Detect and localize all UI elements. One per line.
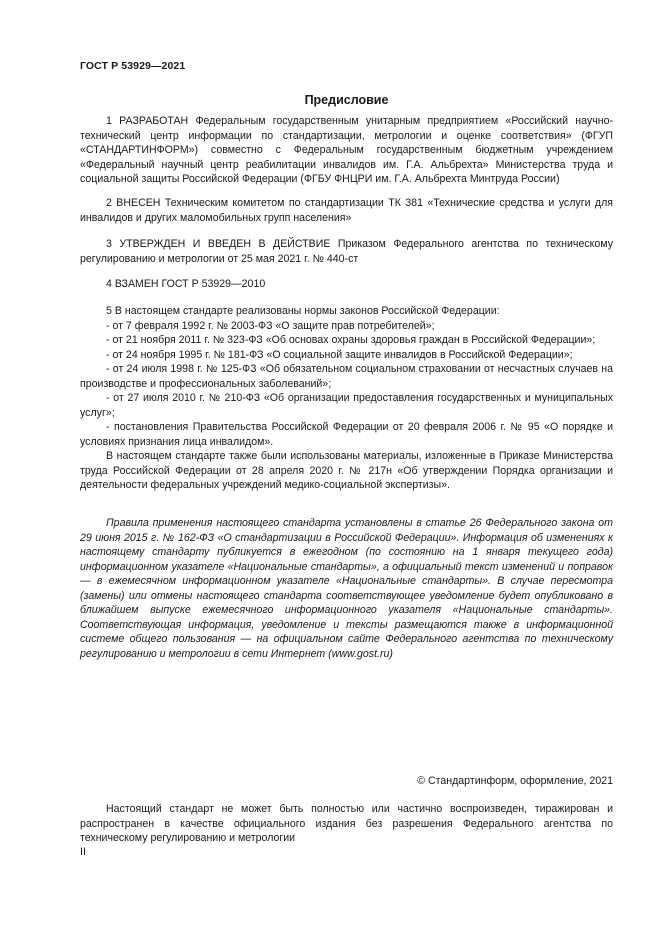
- laws-intro-text: 5 В настоящем стандарте реализованы нормы законов Российской Федерации:: [106, 305, 500, 317]
- standard-application-notice: [80, 516, 613, 661]
- law-item-text: - от 27 июля 2010 г. № 210-ФЗ «Об организации предоставления государственных и муниципальных услуг»;: [80, 392, 613, 419]
- paragraph-approved: [80, 237, 613, 266]
- law-item: [80, 348, 613, 363]
- law-item: [80, 391, 613, 420]
- laws-intro: [80, 304, 613, 319]
- law-item-text: - от 24 ноября 1995 г. № 181-ФЗ «О социальной защите инвалидов в Российской Федерации»;: [106, 348, 573, 361]
- reprint-notice-text: Настоящий стандарт не может быть полностью или частично воспроизведен, тиражирован и распространен в качестве официального издания без разрешения Федерального агентства по техническому регулированию и метрологии: [80, 803, 613, 844]
- paragraph-replaces: [80, 277, 613, 292]
- paragraph-developed-text: 1 РАЗРАБОТАН Федеральным государственным унитарным предприятием «Российский научно-технический центр информации по стандартизации, метрологии и оценке соответствия» (ФГУП «СТАНДАРТИНФОРМ») совместно с Федеральным государственным бюджетным учреждением «Федеральный научный центр реабилитации инвалидов им. Г.А. Альбрехта» Министерства труда и социальной защиты Российской Федерации (ФГБУ ФНЦРИ им. Г.А. Альбрехта Минтруда России): [80, 115, 613, 185]
- paragraph-introduced-text: 2 ВНЕСЕН Техническим комитетом по стандартизации ТК 381 «Технические средства и услуги для инвалидов и других маломобильных групп населения»: [80, 197, 613, 224]
- paragraph-introduced: [80, 196, 613, 225]
- laws-closing-text: В настоящем стандарте также были использованы материалы, изложенные в Приказе Министерства труда Российской Федерации от 28 апреля 2020 г. № 217н «Об утверждении Порядка организации и деятельности федеральных учреждений медико-социальной экспертизы».: [80, 450, 613, 491]
- laws-closing: [80, 449, 613, 493]
- page-number: II: [80, 846, 86, 858]
- law-item: [80, 333, 613, 348]
- document-code: ГОСТ Р 53929—2021: [80, 60, 186, 72]
- copyright: © Стандартинформ, оформление, 2021: [417, 775, 613, 787]
- paragraph-laws: [80, 304, 613, 493]
- law-item-text: - от 24 июля 1998 г. № 125-ФЗ «Об обязательном социальном страховании от несчастных случаев на производстве и профессиональных заболеваний»;: [80, 363, 613, 390]
- law-item: [80, 362, 613, 391]
- law-item: [80, 420, 613, 449]
- notice-text: Правила применения настоящего стандарта установлены в статье 26 Федерального закона от 29 июня 2015 г. № 162-ФЗ «О стандартизации в Российской Федерации». Информация об изменениях к настоящему стандарту публикуется в ежегодном (по состоянию на 1 января текущего года) информационном указателе «Национальные стандарты», а официальный текст изменений и поправок — в ежемесячном информационном указателе «Национальные стандарты». В случае пересмотра (замены) или отмены настоящего стандарта соответствующее уведомление будет опубликовано в ближайшем выпуске ежемесячного информационного указателя «Национальные стандарты». Соответствующая информация, уведомление и тексты размещаются также в информационной системе общего пользования — на официальном сайте Федерального агентства по техническому регулированию и метрологии в сети Интернет (www.gost.ru): [80, 517, 613, 660]
- law-item: [80, 319, 613, 334]
- law-item-text: - от 7 февраля 1992 г. № 2003-ФЗ «О защите прав потребителей»;: [106, 319, 435, 332]
- reprint-notice: [80, 802, 613, 846]
- paragraph-developed: [80, 114, 613, 187]
- paragraph-replaces-text: 4 ВЗАМЕН ГОСТ Р 53929—2010: [106, 278, 266, 290]
- paragraph-approved-text: 3 УТВЕРЖДЕН И ВВЕДЕН В ДЕЙСТВИЕ Приказом Федерального агентства по техническому регулированию и метрологии от 25 мая 2021 г. № 440-ст: [80, 238, 613, 265]
- law-item-text: - от 21 ноября 2011 г. № 323-ФЗ «Об основах охраны здоровья граждан в Российской Федерации»;: [106, 334, 596, 346]
- section-title: Предисловие: [304, 93, 389, 107]
- law-item-text: - постановления Правительства Российской Федерации от 20 февраля 2006 г. № 95 «О порядке и условиях признания лица инвалидом».: [80, 421, 613, 448]
